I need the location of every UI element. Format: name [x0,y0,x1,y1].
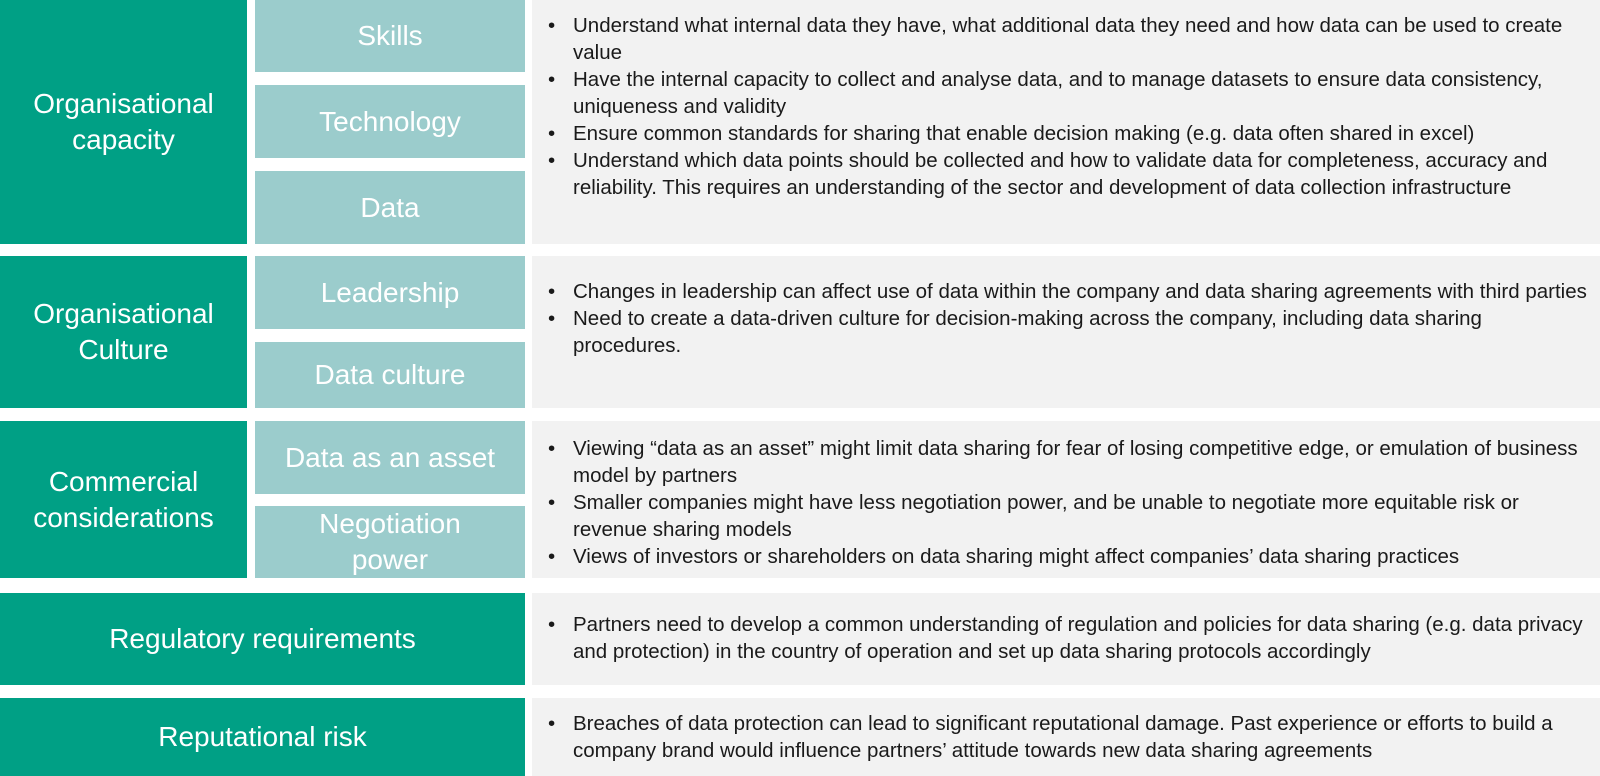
description-regulatory-requirements [532,593,1600,685]
sub-label: Leadership [320,276,460,308]
sub-data-culture [255,342,525,408]
category-reputational-risk [0,698,525,776]
sub-skills [255,0,525,72]
category-label: Organisational Culture [33,298,214,365]
sub-label: Data culture [314,359,466,390]
bullet-item: • Understand which data points should be collected and how to validate data for completeness, accuracy and reliability. This requires an understanding of the sector and development of data collection infrastructure [548,147,1592,201]
sub-label: Negotiation power [319,508,461,575]
description-commercial-considerations [532,421,1600,578]
category-label: Regulatory requirements [109,623,416,654]
description-organisational-culture [532,256,1600,408]
category-organisational-capacity [0,0,247,244]
bullet-item: • Partners need to develop a common understanding of regulation and policies for data sharing (e.g. data privacy and protection) in the country of operation and set up data sharing protocols accordingly [548,611,1592,665]
category-commercial-considerations [0,421,247,578]
bullet-item: • Ensure common standards for sharing that enable decision making (e.g. data often shared in excel) [548,120,1592,147]
bullet-item: • Changes in leadership can affect use of data within the company and data sharing agreements with third parties [548,278,1592,305]
category-label: Organisational capacity [33,88,214,155]
bullet-item: • Need to create a data-driven culture for decision-making across the company, including data sharing procedures. [548,305,1592,359]
category-regulatory-requirements [0,593,525,685]
sub-negotiation-power [255,506,525,578]
bullet-item: • Have the internal capacity to collect and analyse data, and to manage datasets to ensure data consistency, uniqueness and validity [548,66,1592,120]
sub-label: Data as an asset [284,441,496,473]
category-label: Commercial considerations [33,465,214,533]
sub-label: Data [360,191,420,223]
bullet-item: • Understand what internal data they have, what additional data they need and how data can be used to create value [548,12,1592,66]
sub-data [255,171,525,244]
description-reputational-risk [532,698,1600,776]
sub-technology [255,85,525,158]
sub-label: Skills [357,20,423,51]
bullet-item: • Smaller companies might have less negotiation power, and be unable to negotiate more equitable risk or revenue sharing models [548,489,1592,543]
sub-data-as-an-asset [255,421,525,494]
sub-leadership [255,256,525,329]
description-organisational-capacity [532,0,1600,244]
bullet-item: • Breaches of data protection can lead to significant reputational damage. Past experience or efforts to build a company brand would influence partners’ attitude towards new data sharing agreements [548,710,1592,764]
category-organisational-culture [0,256,247,408]
bullet-item: • Views of investors or shareholders on data sharing might affect companies’ data sharing practices [548,543,1592,570]
category-label: Reputational risk [158,721,367,752]
bullet-item: • Viewing “data as an asset” might limit data sharing for fear of losing competitive edge, or emulation of business model by partners [548,435,1592,489]
sub-label: Technology [319,105,461,137]
